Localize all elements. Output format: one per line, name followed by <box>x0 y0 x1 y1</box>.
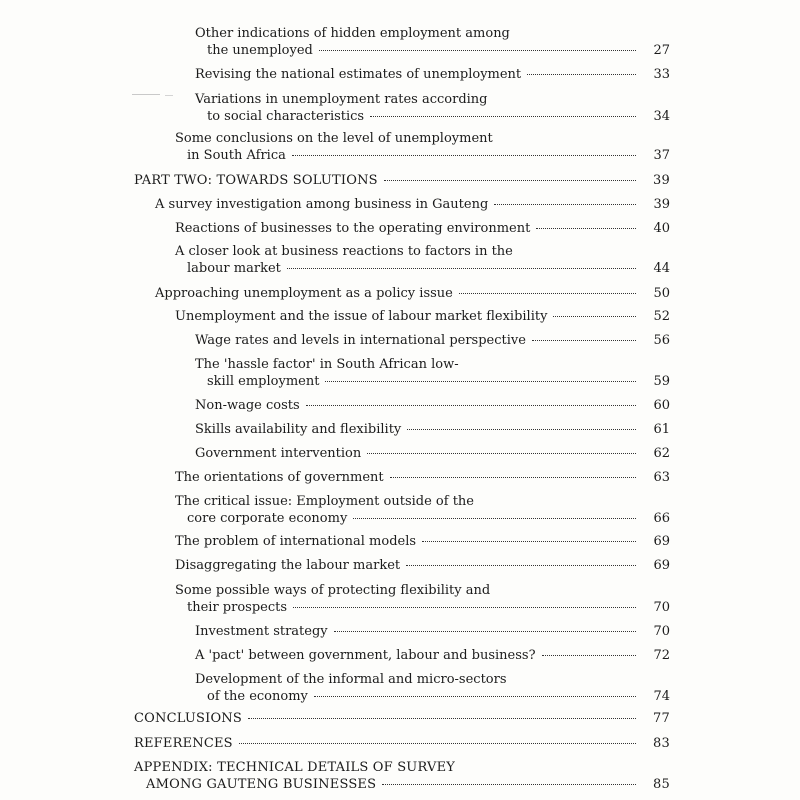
toc-entry-non-wage-costs[interactable] <box>195 397 670 414</box>
toc-entry-hassle-factor[interactable] <box>195 356 670 390</box>
dot-leader <box>239 743 636 744</box>
toc-entry-closer-look[interactable] <box>175 243 670 277</box>
toc-entry-survey-gauteng[interactable] <box>155 196 670 213</box>
dot-leader <box>382 784 636 785</box>
toc-entry-text: labour market <box>187 261 281 276</box>
toc-page-number: 44 <box>653 261 670 276</box>
dot-leader <box>422 541 636 542</box>
toc-entry-text: The orientations of government <box>175 470 384 485</box>
toc-entry-text: AMONG GAUTENG BUSINESSES <box>146 777 377 792</box>
toc-entry-text: REFERENCES <box>134 736 233 751</box>
toc-page-number: 27 <box>653 43 670 58</box>
toc-entry-text: Approaching unemployment as a policy issue <box>155 286 453 301</box>
toc-entry-pact[interactable] <box>195 647 670 664</box>
toc-page-number: 59 <box>653 374 670 389</box>
dot-leader <box>319 50 636 51</box>
toc-entry-text: The problem of international models <box>175 534 417 549</box>
toc-entry-text: Revising the national estimates of unemployment <box>195 67 522 82</box>
toc-entry-variations[interactable] <box>195 91 670 125</box>
dot-leader <box>542 655 636 656</box>
toc-entry-text: A 'pact' between government, labour and business? <box>195 648 536 663</box>
toc-entry-approaching-unemployment[interactable] <box>155 285 670 302</box>
toc-entry-text: CONCLUSIONS <box>134 711 242 726</box>
toc-entry-disaggregating[interactable] <box>175 557 670 574</box>
scan-mark <box>132 94 160 95</box>
toc-entry-labour-market-flexibility[interactable] <box>175 308 670 325</box>
dot-leader <box>527 74 636 75</box>
toc-entry-protecting-flexibility[interactable] <box>175 582 670 616</box>
dot-leader <box>248 718 636 719</box>
toc-entry-text: Skills availability and flexibility <box>195 422 402 437</box>
toc-page-number: 60 <box>653 398 670 413</box>
toc-page-number: 69 <box>653 534 670 549</box>
toc-entry-text: skill employment <box>207 374 320 389</box>
dot-leader <box>536 228 636 229</box>
toc-entry-text: Some conclusions on the level of unemployment <box>175 131 493 146</box>
toc-entry-part-two[interactable] <box>134 172 670 189</box>
toc-entry-text: their prospects <box>187 600 288 615</box>
toc-entry-text: A survey investigation among business in Gauteng <box>155 197 489 212</box>
toc-entry-text: Other indications of hidden employment among <box>195 26 510 41</box>
toc-page-number: 34 <box>653 109 670 124</box>
toc-page-number: 70 <box>653 600 670 615</box>
dot-leader <box>325 381 636 382</box>
toc-entry-orientations-government[interactable] <box>175 469 670 486</box>
toc-page-number: 33 <box>653 67 670 82</box>
dot-leader <box>370 116 636 117</box>
dot-leader <box>407 429 636 430</box>
toc-entry-text: Non-wage costs <box>195 398 300 413</box>
dot-leader <box>494 204 636 205</box>
toc-entry-text: in South Africa <box>187 148 286 163</box>
toc-entry-appendix[interactable] <box>134 759 670 793</box>
toc-entry-conclusions-level[interactable] <box>175 130 670 164</box>
toc-entry-text: core corporate economy <box>187 511 348 526</box>
toc-page-number: 85 <box>653 777 670 792</box>
toc-page-number: 39 <box>653 197 670 212</box>
toc-page-number: 74 <box>653 689 670 704</box>
toc-entry-text: APPENDIX: TECHNICAL DETAILS OF SURVEY <box>134 760 456 775</box>
toc-entry-wage-rates[interactable] <box>195 332 670 349</box>
toc-entry-text: Investment strategy <box>195 624 328 639</box>
toc-entry-government-intervention[interactable] <box>195 445 670 462</box>
toc-entry-text: to social characteristics <box>207 109 365 124</box>
dot-leader <box>293 607 636 608</box>
toc-entry-reactions-businesses[interactable] <box>175 220 670 237</box>
toc-entry-text: Unemployment and the issue of labour market flexibility <box>175 309 548 324</box>
toc-page-number: 40 <box>653 221 670 236</box>
dot-leader <box>367 453 636 454</box>
toc-page-number: 66 <box>653 511 670 526</box>
dot-leader <box>314 696 636 697</box>
toc-entry-text: Reactions of businesses to the operating environment <box>175 221 531 236</box>
toc-entry-text: The critical issue: Employment outside of the <box>175 494 474 509</box>
toc-entry-text: Wage rates and levels in international perspective <box>195 333 526 348</box>
toc-entry-hidden-employment[interactable] <box>195 25 670 59</box>
toc-entry-international-models[interactable] <box>175 533 670 550</box>
toc-entry-text: Variations in unemployment rates according <box>195 92 488 107</box>
toc-entry-investment-strategy[interactable] <box>195 623 670 640</box>
dot-leader <box>292 155 636 156</box>
dot-leader <box>390 477 636 478</box>
dot-leader <box>553 316 636 317</box>
toc-page-number: 62 <box>653 446 670 461</box>
toc-entry-text: Government intervention <box>195 446 362 461</box>
toc-entry-text: Development of the informal and micro-sectors <box>195 672 507 687</box>
scan-mark <box>165 95 173 96</box>
toc-entry-text: the unemployed <box>207 43 313 58</box>
dot-leader <box>306 405 636 406</box>
dot-leader <box>334 631 636 632</box>
toc-page-number: 72 <box>653 648 670 663</box>
toc-entry-text: of the economy <box>207 689 308 704</box>
toc-page-number: 70 <box>653 624 670 639</box>
toc-page-number: 61 <box>653 422 670 437</box>
toc-entry-text: The 'hassle factor' in South African low- <box>195 357 459 372</box>
toc-entry-text: Disaggregating the labour market <box>175 558 401 573</box>
dot-leader <box>532 340 636 341</box>
dot-leader <box>287 268 636 269</box>
toc-page-number: 77 <box>653 711 670 726</box>
toc-entry-conclusions[interactable] <box>134 710 670 727</box>
toc-page-number: 56 <box>653 333 670 348</box>
toc-entry-skills-availability[interactable] <box>195 421 670 438</box>
toc-entry-critical-issue[interactable] <box>175 493 670 527</box>
dot-leader <box>353 518 636 519</box>
toc-entry-text: PART TWO: TOWARDS SOLUTIONS <box>134 173 378 188</box>
toc-page-number: 39 <box>653 173 670 188</box>
toc-entry-text: A closer look at business reactions to factors in the <box>175 244 513 259</box>
toc-page-number: 83 <box>653 736 670 751</box>
toc-page-number: 69 <box>653 558 670 573</box>
dot-leader <box>406 565 636 566</box>
dot-leader <box>459 293 636 294</box>
toc-entry-references[interactable] <box>134 735 670 752</box>
toc-entry-informal-sectors[interactable] <box>195 671 670 705</box>
dot-leader <box>384 180 636 181</box>
toc-page-number: 63 <box>653 470 670 485</box>
toc-page-number: 52 <box>653 309 670 324</box>
toc-entry-revising-estimates[interactable] <box>195 66 670 83</box>
toc-page-number: 50 <box>653 286 670 301</box>
toc-entry-text: Some possible ways of protecting flexibility and <box>175 583 491 598</box>
toc-page-number: 37 <box>653 148 670 163</box>
